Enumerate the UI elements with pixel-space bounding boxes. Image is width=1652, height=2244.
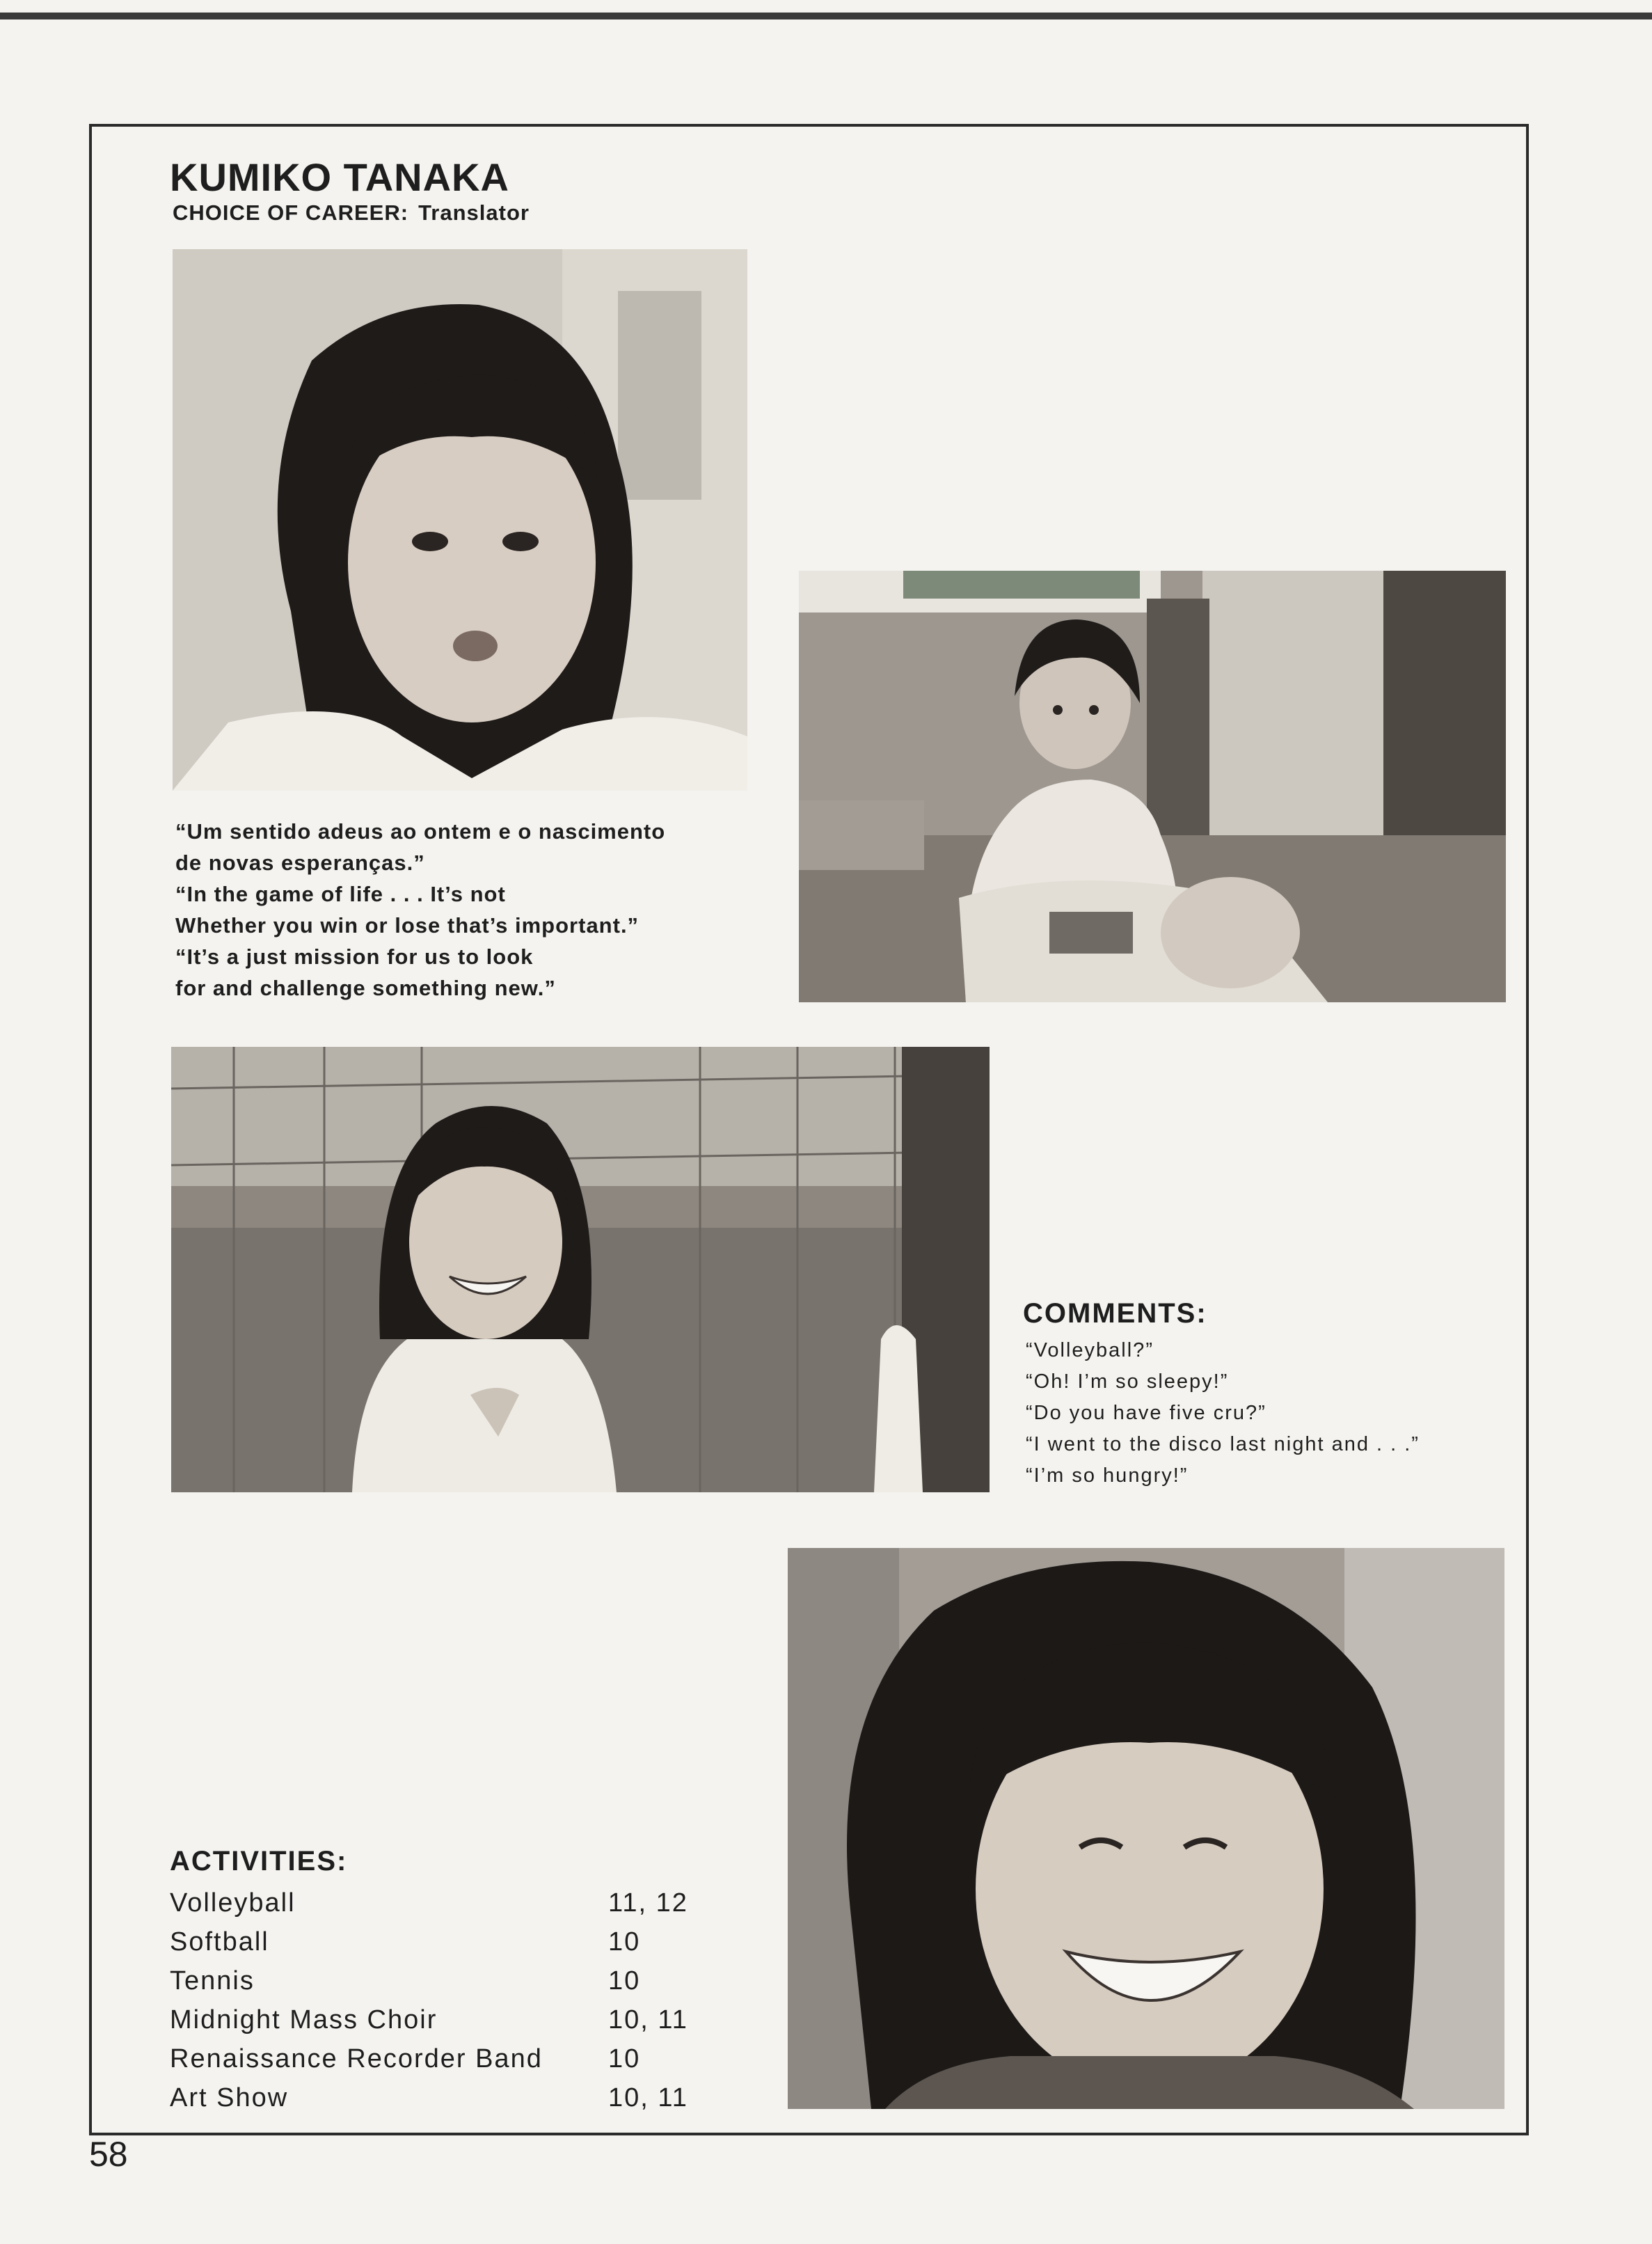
activity-name: Softball xyxy=(170,1927,269,1957)
activity-name: Art Show xyxy=(170,2083,289,2112)
page-top-rule xyxy=(0,13,1652,19)
activity-name: Tennis xyxy=(170,1966,255,1996)
activities-list xyxy=(170,1883,747,2117)
page-number: 58 xyxy=(89,2135,128,2174)
comment-line: “Oh! I’m so sleepy!” xyxy=(1026,1370,1229,1393)
career-label: CHOICE OF CAREER: xyxy=(173,200,409,225)
activity-years: 10 xyxy=(608,1966,641,1996)
student-name: KUMIKO TANAKA xyxy=(170,155,509,199)
quote-block xyxy=(175,816,753,1004)
outdoor-smiling-photo xyxy=(171,1047,990,1492)
comment-line: “Do you have five cru?” xyxy=(1026,1402,1266,1424)
quote-line: “Um sentido adeus ao ontem e o nascimento xyxy=(175,819,666,844)
activity-years: 10 xyxy=(608,1927,641,1957)
quote-line: for and challenge something new.” xyxy=(175,976,556,1000)
activity-name: Volleyball xyxy=(170,1888,296,1918)
activity-row xyxy=(170,1883,747,1922)
comment-line: “I’m so hungry!” xyxy=(1026,1464,1189,1487)
activity-years: 11, 12 xyxy=(608,1888,688,1918)
activity-years: 10, 11 xyxy=(608,2083,688,2112)
comment-line: “I went to the disco last night and . . .” xyxy=(1026,1433,1420,1455)
career-line xyxy=(173,200,530,226)
activity-row xyxy=(170,1961,747,2000)
comments-list xyxy=(1026,1335,1420,1492)
activity-row xyxy=(170,2000,747,2039)
portrait-photo xyxy=(173,249,747,791)
activities-heading: ACTIVITIES: xyxy=(170,1846,348,1876)
quote-line: “In the game of life . . . It’s not xyxy=(175,882,506,906)
comment-line: “Volleyball?” xyxy=(1026,1339,1154,1361)
activity-row xyxy=(170,1922,747,1961)
activity-name: Midnight Mass Choir xyxy=(170,2005,438,2034)
activity-years: 10, 11 xyxy=(608,2005,688,2034)
quote-line: Whether you win or lose that’s important.” xyxy=(175,913,640,938)
comments-heading: COMMENTS: xyxy=(1023,1298,1207,1329)
activity-row xyxy=(170,2078,747,2117)
activity-years: 10 xyxy=(608,2044,641,2073)
laughing-closeup-photo xyxy=(788,1548,1504,2109)
quote-line: de novas esperanças.” xyxy=(175,851,425,875)
activity-row xyxy=(170,2039,747,2078)
quote-line: “It’s a just mission for us to look xyxy=(175,945,534,969)
activity-name: Renaissance Recorder Band xyxy=(170,2044,543,2073)
career-value: Translator xyxy=(418,200,530,225)
childhood-photo xyxy=(799,571,1506,1002)
